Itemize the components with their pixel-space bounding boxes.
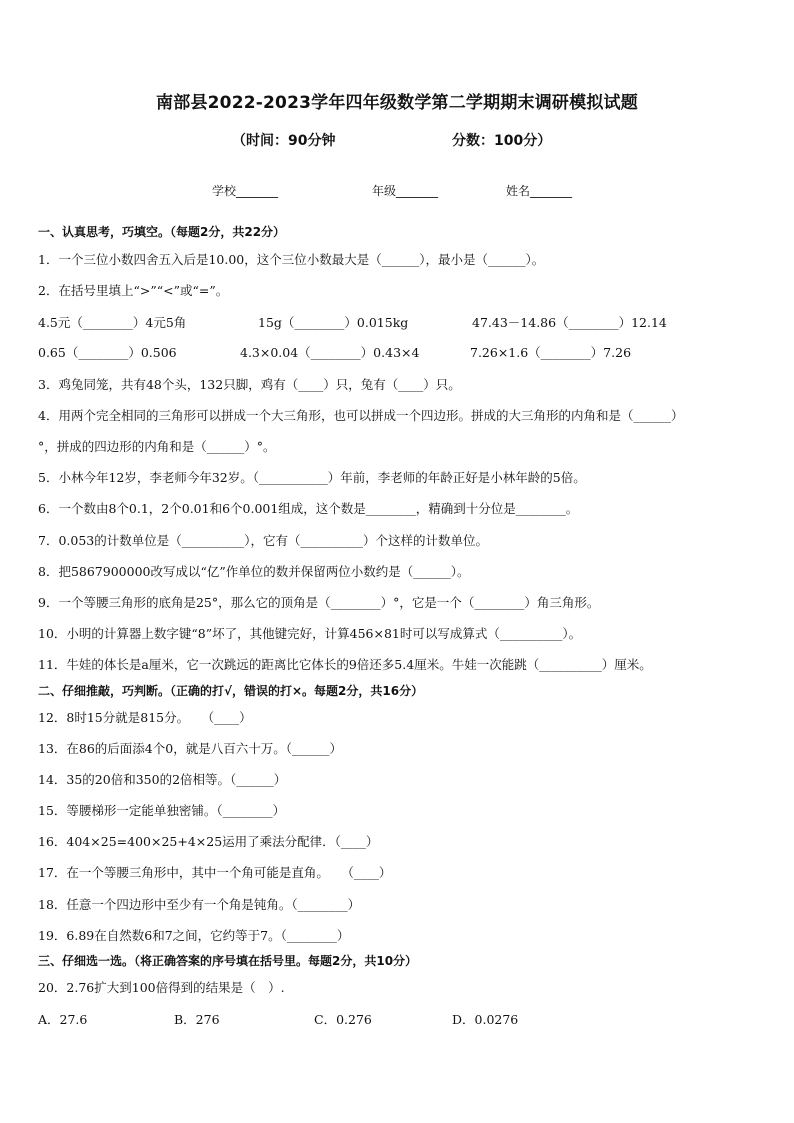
q20-option-b: B．276 [174,1012,220,1027]
question-11: 11．牛娃的体长是a厘米，它一次跳远的距离比它体长的9倍还多5.4厘米。牛娃一次能跳（__________）厘米。 [38,657,652,672]
page-title: 南部县2022-2023学年四年级数学第二学期期末调研模拟试题 [156,93,638,113]
question-4-cont: °，拼成的四边形的内角和是（______）°。 [38,439,276,454]
q2-item-4: 0.65（________）0.506 [38,345,177,360]
q20-option-a: A．27.6 [38,1012,88,1027]
question-4: 4．用两个完全相同的三角形可以拼成一个大三角形，也可以拼成一个四边形。拼成的大三角形的内角和是（______） [38,408,684,423]
exam-score: 分数：100分） [452,133,552,149]
q2-item-5: 4.3×0.04（________）0.43×4 [240,345,420,360]
q20-option-c: C．0.276 [314,1012,372,1027]
question-15: 15．等腰梯形一定能单独密铺。（________） [38,803,286,818]
grade-field: 年级_______ [372,184,439,198]
q2-item-2: 15g（________）0.015kg [258,315,409,330]
q20-option-d: D．0.0276 [452,1012,519,1027]
question-7: 7．0.053的计数单位是（__________），它有（__________）个这样的计数单位。 [38,533,488,548]
exam-time: （时间：90分钟 [232,133,336,149]
section-3-heading: 三、仔细选一选。（将正确答案的序号填在括号里。每题2分，共10分） [38,954,418,968]
question-8: 8．把5867900000改写成以“亿”作单位的数并保留两位小数约是（______）。 [38,564,470,579]
question-16: 16．404×25=400×25+4×25运用了乘法分配律．（____） [38,834,379,849]
question-18: 18．任意一个四边形中至少有一个角是钝角。（________） [38,897,361,912]
q2-item-6: 7.26×1.6（________）7.26 [470,345,632,360]
question-13: 13．在86的后面添4个0，就是八百六十万。（______） [38,741,342,756]
question-1: 1．一个三位小数四舍五入后是10.00，这个三位小数最大是（______），最小是（______）。 [38,252,545,267]
question-19: 19．6.89在自然数6和7之间，它约等于7。（________） [38,928,350,943]
name-field: 姓名_______ [506,184,573,198]
q2-item-1: 4.5元（________）4元5角 [38,315,187,330]
q2-item-3: 47.43－14.86（________）12.14 [472,315,667,330]
school-field: 学校_______ [212,184,279,198]
question-20: 20．2.76扩大到100倍得到的结果是（ ）. [38,980,285,995]
question-17: 17．在一个等腰三角形中，其中一个角可能是直角。 （____） [38,865,392,880]
question-3: 3．鸡兔同笼，共有48个头，132只脚，鸡有（____）只，兔有（____）只。 [38,377,461,392]
section-1-heading: 一、认真思考，巧填空。（每题2分，共22分） [38,225,286,239]
section-2-heading: 二、仔细推敲，巧判断。（正确的打√，错误的打×。每题2分，共16分） [38,684,424,698]
question-12: 12．8时15分就是815分。 （____） [38,710,252,725]
question-2: 2．在括号里填上“>”“<”或“=”。 [38,283,229,298]
question-14: 14．35的20倍和350的2倍相等。（______） [38,772,287,787]
question-9: 9．一个等腰三角形的底角是25°，那么它的顶角是（________）°，它是一个（________）角三角形。 [38,595,600,610]
question-10: 10．小明的计算器上数字键“8”坏了，其他键完好，计算456×81时可以写成算式（__________）。 [38,626,582,641]
question-6: 6．一个数由8个0.1，2个0.01和6个0.001组成，这个数是________，精确到十分位是________。 [38,501,579,516]
question-5: 5．小林今年12岁，李老师今年32岁。（___________）年前，李老师的年龄正好是小林年龄的5倍。 [38,470,586,485]
